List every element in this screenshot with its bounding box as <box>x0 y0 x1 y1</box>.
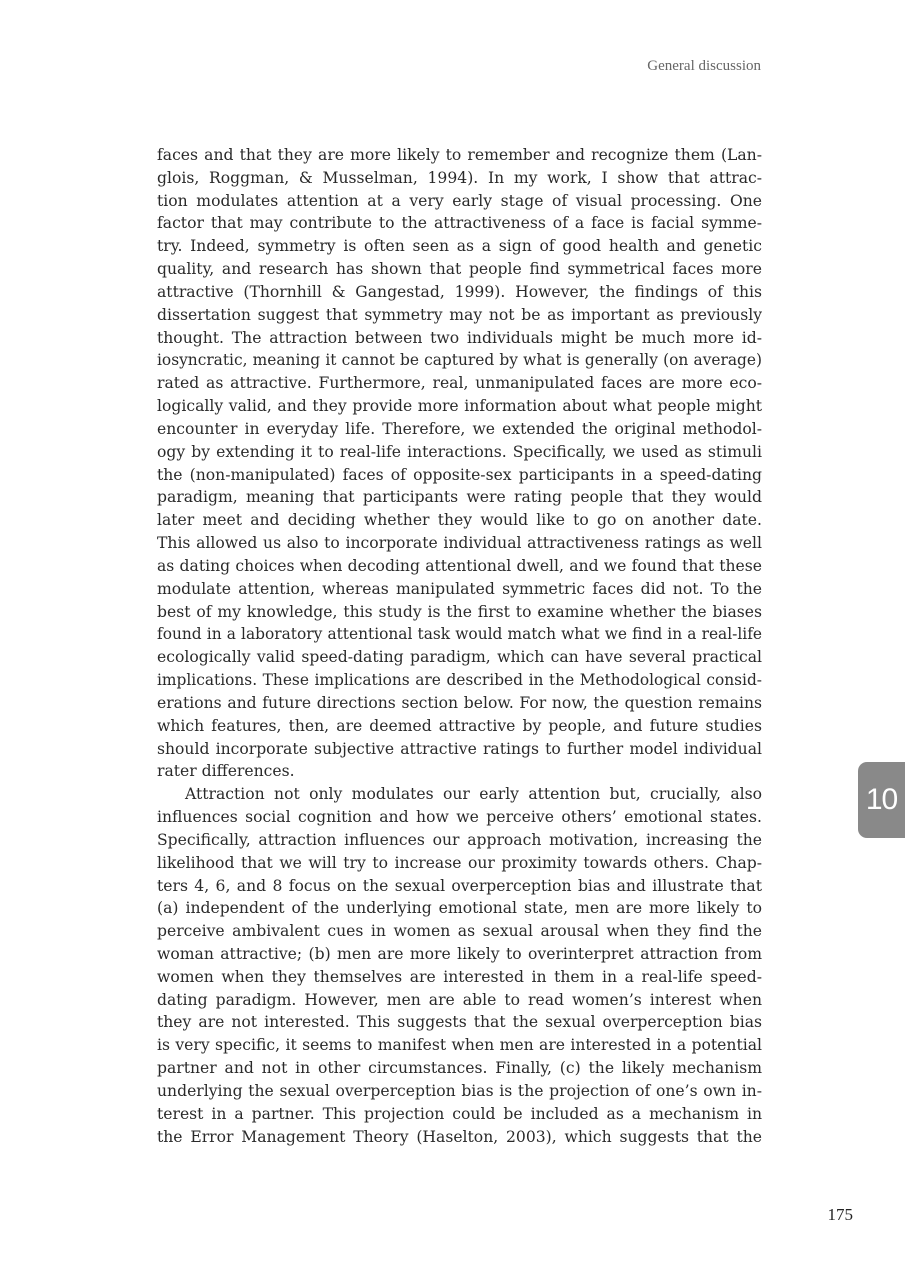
text-line: woman attractive; (b) men are more likely to overinterpret attraction from <box>157 944 762 963</box>
text-line: encounter in everyday life. Therefore, we extended the original methodol- <box>157 419 762 438</box>
text-line: This allowed us also to incorporate individual attractiveness ratings as well <box>157 534 762 553</box>
text-line: thought. The attraction between two individuals might be much more id- <box>157 328 762 347</box>
text-line: iosyncratic, meaning it cannot be captured by what is generally (on average) <box>157 351 762 370</box>
text-line: terest in a partner. This projection could be included as a mechanism in <box>157 1104 762 1123</box>
text-line: ters 4, 6, and 8 focus on the sexual overperception bias and illustrate that <box>157 876 762 895</box>
body-text <box>157 144 762 1148</box>
chapter-number: 10 <box>865 783 898 816</box>
text-line: dating paradigm. However, men are able to read women’s interest when <box>157 990 762 1009</box>
text-line: faces and that they are more likely to remember and recognize them (Lan- <box>157 146 762 164</box>
text-line: erations and future directions section below. For now, the question remains <box>157 693 762 712</box>
chapter-tab <box>858 762 905 838</box>
text-line: implications. These implications are described in the Methodological consid- <box>157 671 762 690</box>
text-line: best of my knowledge, this study is the first to examine whether the biases <box>157 602 762 621</box>
text-line: (a) independent of the underlying emotional state, men are more likely to <box>157 899 762 918</box>
text-line: glois, Roggman, & Musselman, 1994). In my work, I show that attrac- <box>157 168 762 187</box>
text-line: paradigm, meaning that participants were rating people that they would <box>157 488 762 507</box>
text-line: is very specific, it seems to manifest when men are interested in a potential <box>157 1036 762 1055</box>
text-line: ogy by extending it to real-life interactions. Specifically, we used as stimuli <box>157 442 762 461</box>
text-line: should incorporate subjective attractive ratings to further model individual <box>157 739 762 758</box>
text-line: the (non-manipulated) faces of opposite-sex participants in a speed-dating <box>157 465 762 484</box>
text-line: the Error Management Theory (Haselton, 2003), which suggests that the <box>157 1127 762 1146</box>
text-line: as dating choices when decoding attentional dwell, and we found that these <box>157 556 762 575</box>
text-line: tion modulates attention at a very early stage of visual processing. One <box>157 191 762 210</box>
text-line: underlying the sexual overperception bias is the projection of one’s own in- <box>157 1081 762 1100</box>
text-line: attractive (Thornhill & Gangestad, 1999). However, the findings of this <box>157 282 762 301</box>
text-line: quality, and research has shown that people find symmetrical faces more <box>157 260 762 279</box>
text-line: rated as attractive. Furthermore, real, unmanipulated faces are more eco- <box>157 374 762 393</box>
paragraph-start-line: Attraction not only modulates our early attention but, crucially, also <box>185 785 762 804</box>
text-line: they are not interested. This suggests that the sexual overperception bias <box>157 1013 762 1032</box>
text-line: later meet and deciding whether they would like to go on another date. <box>157 511 762 530</box>
text-line: factor that may contribute to the attractiveness of a face is facial symme- <box>157 214 762 233</box>
text-line: women when they themselves are interested in them in a real-life speed- <box>157 967 762 986</box>
text-line: perceive ambivalent cues in women as sexual arousal when they find the <box>157 922 762 941</box>
text-line: modulate attention, whereas manipulated symmetric faces did not. To the <box>157 579 762 598</box>
text-line: dissertation suggest that symmetry may not be as important as previously <box>157 305 762 324</box>
text-line: logically valid, and they provide more information about what people might <box>157 397 762 416</box>
page-number: 175 <box>827 1205 853 1224</box>
running-head: General discussion <box>647 58 761 74</box>
paragraph-end-line: rater differences. <box>157 762 295 781</box>
text-line: ecologically valid speed-dating paradigm, which can have several practical <box>157 648 762 667</box>
text-line: Specifically, attraction influences our approach motivation, increasing the <box>157 830 762 849</box>
text-line: which features, then, are deemed attractive by people, and future studies <box>157 716 762 735</box>
text-line: found in a laboratory attentional task would match what we find in a real-life <box>157 625 762 644</box>
text-line: try. Indeed, symmetry is often seen as a sign of good health and genetic <box>157 237 762 256</box>
text-line: partner and not in other circumstances. Finally, (c) the likely mechanism <box>157 1059 762 1078</box>
text-line: likelihood that we will try to increase our proximity towards others. Chap- <box>157 853 762 872</box>
text-line: influences social cognition and how we perceive others’ emotional states. <box>157 808 762 827</box>
